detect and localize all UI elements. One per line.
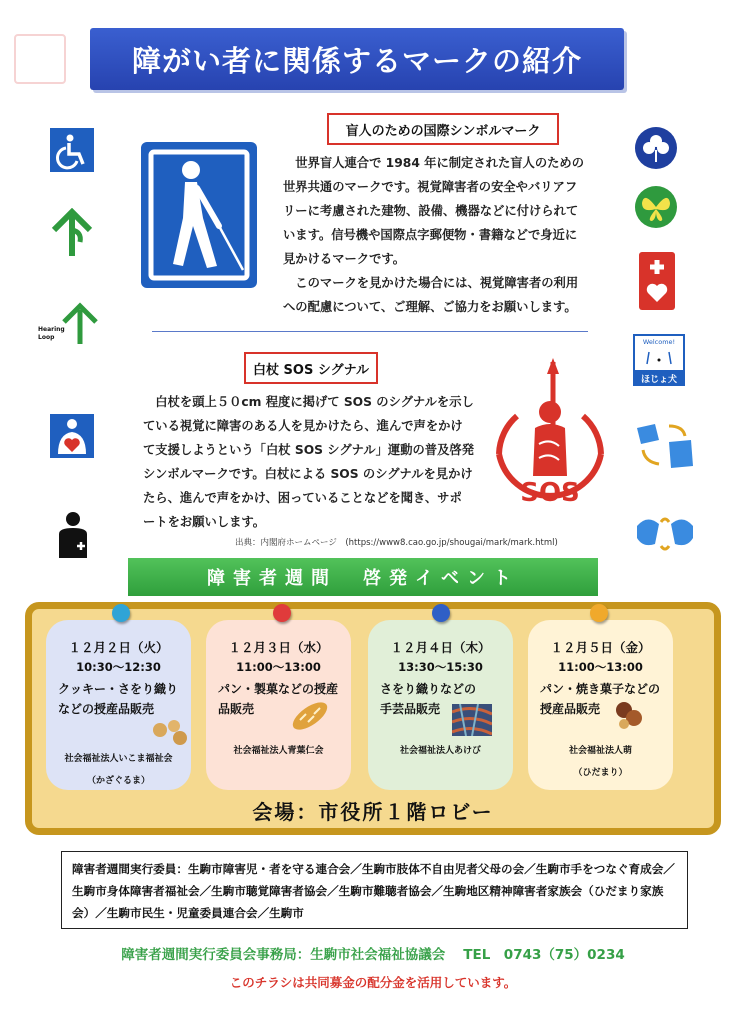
help-mark-icon xyxy=(639,252,675,310)
event-time: 10:30～12:30 xyxy=(76,660,161,674)
event-org-line: （かざぐるま） xyxy=(86,776,150,786)
event-desc xyxy=(52,679,185,719)
event-venue: 会場：市役所１階ロビー xyxy=(252,800,494,824)
event-org-line: 社会福祉法人青葉仁会 xyxy=(233,746,324,756)
corner-stamp xyxy=(14,34,66,84)
event-desc-line: 品販売 xyxy=(218,702,255,716)
section1-line: への配慮について、ご理解、ご協力をお願いします。 xyxy=(283,300,577,314)
office-name: 障害者週間実行委員会事務局：生駒市社会福祉協議会 xyxy=(121,947,446,963)
event-desc-line: 手芸品販売 xyxy=(380,702,441,716)
section2-line: シンボルマークです。白杖による SOS のシグナルを見かけ xyxy=(143,467,473,481)
section2-line: ている視覚に障害のある人を見かけたら、進んで声をかけ xyxy=(143,419,463,433)
event-desc-line: などの授産品販売 xyxy=(58,702,155,716)
section1-line: 見かけるマークです。 xyxy=(283,252,405,266)
hearing-impaired-icon xyxy=(48,208,96,260)
hearing-loop-icon xyxy=(38,302,104,348)
bread-icon xyxy=(288,698,332,738)
event-org-line: （ひだまり） xyxy=(573,768,628,778)
event-desc-line: さをり織りなどの xyxy=(380,682,477,696)
office-contact xyxy=(0,943,746,963)
section-divider xyxy=(152,331,588,332)
audio-recognition-icon xyxy=(633,420,697,470)
event-org xyxy=(368,740,513,762)
hearing-loop-label: Hearing Loop xyxy=(38,326,65,341)
push-pin-icon xyxy=(112,604,130,622)
event-org-line: 社会福祉法人萌 xyxy=(568,746,632,756)
section2-line: たら、進んで声をかけ、困っていることなどを聞き、サポ xyxy=(143,491,462,505)
event-date: １２月３日（水） xyxy=(228,640,329,655)
sign-language-icon xyxy=(633,512,697,556)
committee-list: 障害者週間実行委員：生駒市障害児・者を守る連合会／生駒市肢体不自由児者父母の会／生駒市手をつなぐ育成会／生駒市身体障害者福祉会／生駒市聴覚障害者協会／生駒市難聴者協会／生駒地区精神障害者家族会（ひだまり家族会）／生駒市民生・児童委員連合会／生駒市 xyxy=(61,851,688,929)
baked-sweets-icon xyxy=(612,698,646,736)
blind-symbol-icon xyxy=(139,140,259,290)
event-card xyxy=(528,620,673,790)
event-org xyxy=(206,740,351,762)
event-desc-line: パン・製菓などの授産 xyxy=(218,682,339,696)
section2-line: て支援しようという「白杖 SOS シグナル」運動の普及啓発 xyxy=(143,443,474,457)
office-tel: TEL 0743（75）0234 xyxy=(463,947,625,963)
event-date: １２月２日（火） xyxy=(68,640,169,655)
sos-signal-icon xyxy=(487,354,613,514)
event-date: １２月４日（木） xyxy=(390,640,491,655)
event-org-line: 社会福祉法人いこま福祉会 xyxy=(64,754,173,764)
event-org xyxy=(46,748,191,792)
sos-label: SOS xyxy=(520,478,580,508)
event-desc-line: パン・焼き菓子などの xyxy=(540,682,661,696)
section1-line: 世界共通のマークです。視覚障害者の安全やバリアフ xyxy=(283,180,578,194)
event-time: 13:30～15:30 xyxy=(398,660,483,674)
cookie-icon xyxy=(150,718,190,752)
section1-line: このマークを見かけた場合には、視覚障害者の利用 xyxy=(283,276,579,290)
funding-note: このチラシは共同募金の配分金を活用しています。 xyxy=(229,975,517,990)
section1-line: リーに考慮された建物、設備、機器などに付けられて xyxy=(283,204,579,218)
event-banner: 障害者週間 啓発イベント xyxy=(128,558,598,596)
push-pin-icon xyxy=(273,604,291,622)
event-card xyxy=(46,620,191,790)
dog-label: ほじょ犬 xyxy=(640,375,677,385)
event-time: 11:00～13:00 xyxy=(236,660,321,674)
source-citation: 出典：内閣府ホームページ (https://www8.cao.go.jp/shougai/mark/mark.html) xyxy=(235,538,558,548)
section1-body xyxy=(283,151,613,319)
section2-line: ートをお願いします。 xyxy=(143,515,265,529)
page-title: 障がい者に関係するマークの紹介 xyxy=(90,28,624,90)
dog-welcome: Welcome! xyxy=(642,338,676,346)
ostomate-icon xyxy=(55,510,91,558)
event-desc-line: クッキー・さをり織り xyxy=(58,682,179,696)
section1-line: 世界盲人連合で 1984 年に制定された盲人のための xyxy=(283,156,585,170)
assistance-dog-icon xyxy=(633,334,685,386)
section1-line: います。信号機や国際点字郵便物・書籍などで身近に xyxy=(283,228,578,242)
clover-icon xyxy=(634,126,678,170)
section1-heading: 盲人のための国際シンボルマーク xyxy=(327,113,559,145)
event-date: １２月５日（金） xyxy=(550,640,651,655)
event-org xyxy=(528,740,673,784)
woven-fabric-icon xyxy=(452,704,492,740)
event-time: 11:00～13:00 xyxy=(558,660,643,674)
section2-heading: 白杖 SOS シグナル xyxy=(244,352,378,384)
butterfly-icon xyxy=(634,185,678,229)
section2-line: 白杖を頭上５０cm 程度に掲げて SOS のシグナルを示し xyxy=(143,395,474,409)
event-desc xyxy=(534,679,667,719)
push-pin-icon xyxy=(590,604,608,622)
event-org-line: 社会福祉法人あけび xyxy=(399,746,481,756)
wheelchair-icon xyxy=(50,128,94,172)
heart-plus-icon xyxy=(50,414,94,458)
event-desc-line: 授産品販売 xyxy=(540,702,601,716)
push-pin-icon xyxy=(432,604,450,622)
section2-body xyxy=(143,390,483,534)
